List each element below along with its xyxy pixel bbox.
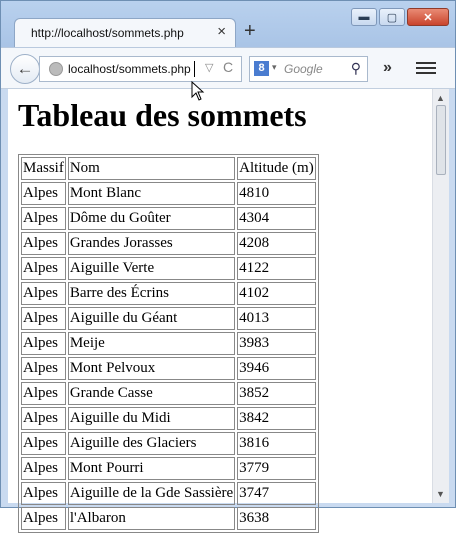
cell-altitude: 4122 <box>237 257 316 280</box>
window-controls <box>349 8 449 26</box>
menu-icon[interactable] <box>416 59 436 75</box>
header-massif: Massif <box>21 157 66 180</box>
cell-nom: Mont Blanc <box>68 182 235 205</box>
cell-nom: Aiguille de la Gde Sassière <box>68 482 235 505</box>
cell-massif: Alpes <box>21 407 66 430</box>
search-input[interactable]: Google <box>284 62 323 76</box>
table-row <box>21 182 316 205</box>
search-bar[interactable] <box>249 56 368 82</box>
cell-altitude: 3946 <box>237 357 316 380</box>
cell-altitude: 3779 <box>237 457 316 480</box>
cell-altitude: 4304 <box>237 207 316 230</box>
cell-massif: Alpes <box>21 382 66 405</box>
cell-altitude: 3638 <box>237 507 316 530</box>
summits-table <box>18 154 319 533</box>
cell-altitude: 4013 <box>237 307 316 330</box>
cell-altitude: 3816 <box>237 432 316 455</box>
cell-massif: Alpes <box>21 432 66 455</box>
url-text[interactable]: localhost/sommets.php <box>68 62 191 76</box>
text-caret <box>194 61 195 77</box>
new-tab-button[interactable]: + <box>244 20 256 42</box>
table-row <box>21 382 316 405</box>
cell-nom: Grande Casse <box>68 382 235 405</box>
cell-massif: Alpes <box>21 182 66 205</box>
header-nom: Nom <box>68 157 235 180</box>
cell-nom: Aiguille Verte <box>68 257 235 280</box>
cell-nom: Grandes Jorasses <box>68 232 235 255</box>
cell-massif: Alpes <box>21 357 66 380</box>
cell-nom: Dôme du Goûter <box>68 207 235 230</box>
cell-massif: Alpes <box>21 482 66 505</box>
url-bar[interactable] <box>39 56 242 82</box>
close-window-button[interactable]: ✕ <box>407 8 449 26</box>
cell-altitude: 3842 <box>237 407 316 430</box>
cell-nom: Aiguille du Midi <box>68 407 235 430</box>
search-engine-icon[interactable]: 8 <box>254 61 269 76</box>
title-bar <box>1 1 455 47</box>
mouse-cursor-icon <box>191 81 205 101</box>
header-altitude: Altitude (m) <box>237 157 316 180</box>
cell-altitude: 3852 <box>237 382 316 405</box>
cell-nom: Meije <box>68 332 235 355</box>
cell-altitude: 3983 <box>237 332 316 355</box>
cell-nom: Aiguille du Géant <box>68 307 235 330</box>
table-row <box>21 482 316 505</box>
cell-nom: Aiguille des Glaciers <box>68 432 235 455</box>
cell-altitude: 4208 <box>237 232 316 255</box>
page-content <box>8 89 432 526</box>
search-engine-dropdown-icon[interactable]: ▾ <box>272 62 277 72</box>
cell-nom: Barre des Écrins <box>68 282 235 305</box>
cell-massif: Alpes <box>21 507 66 530</box>
cell-massif: Alpes <box>21 332 66 355</box>
history-dropdown-icon[interactable]: ▽ <box>205 62 214 74</box>
cell-massif: Alpes <box>21 257 66 280</box>
table-row <box>21 457 316 480</box>
cell-massif: Alpes <box>21 457 66 480</box>
scroll-up-arrow-icon[interactable]: ▲ <box>436 93 445 103</box>
cell-nom: Mont Pelvoux <box>68 357 235 380</box>
table-row <box>21 407 316 430</box>
scrollbar-thumb[interactable] <box>436 105 446 175</box>
table-header-row <box>21 157 316 180</box>
table-row <box>21 332 316 355</box>
cell-massif: Alpes <box>21 282 66 305</box>
cell-massif: Alpes <box>21 207 66 230</box>
cell-nom: Mont Pourri <box>68 457 235 480</box>
navigation-bar <box>1 47 455 89</box>
table-row <box>21 307 316 330</box>
table-row <box>21 207 316 230</box>
table-row <box>21 257 316 280</box>
table-row <box>21 232 316 255</box>
cell-altitude: 4810 <box>237 182 316 205</box>
minimize-button[interactable]: ▬ <box>351 8 377 26</box>
cell-altitude: 4102 <box>237 282 316 305</box>
tab-title: http://localhost/sommets.php <box>31 26 184 40</box>
globe-icon <box>49 62 63 76</box>
back-button[interactable]: ← <box>10 54 40 84</box>
cell-nom: l'Albaron <box>68 507 235 530</box>
reload-icon[interactable]: C <box>223 59 234 75</box>
maximize-button[interactable]: ▢ <box>379 8 405 26</box>
page-title: Tableau des sommets <box>18 97 307 133</box>
cell-altitude: 3747 <box>237 482 316 505</box>
table-row <box>21 507 316 530</box>
tab-close-icon[interactable]: × <box>217 23 226 40</box>
cell-massif: Alpes <box>21 307 66 330</box>
tab-active[interactable] <box>14 18 236 47</box>
scroll-down-arrow-icon[interactable]: ▼ <box>436 489 445 499</box>
vertical-scrollbar[interactable] <box>432 89 449 503</box>
overflow-chevron-icon[interactable]: » <box>383 59 392 76</box>
cell-massif: Alpes <box>21 232 66 255</box>
search-icon[interactable]: ⚲ <box>350 60 361 76</box>
table-row <box>21 357 316 380</box>
table-row <box>21 282 316 305</box>
table-row <box>21 432 316 455</box>
